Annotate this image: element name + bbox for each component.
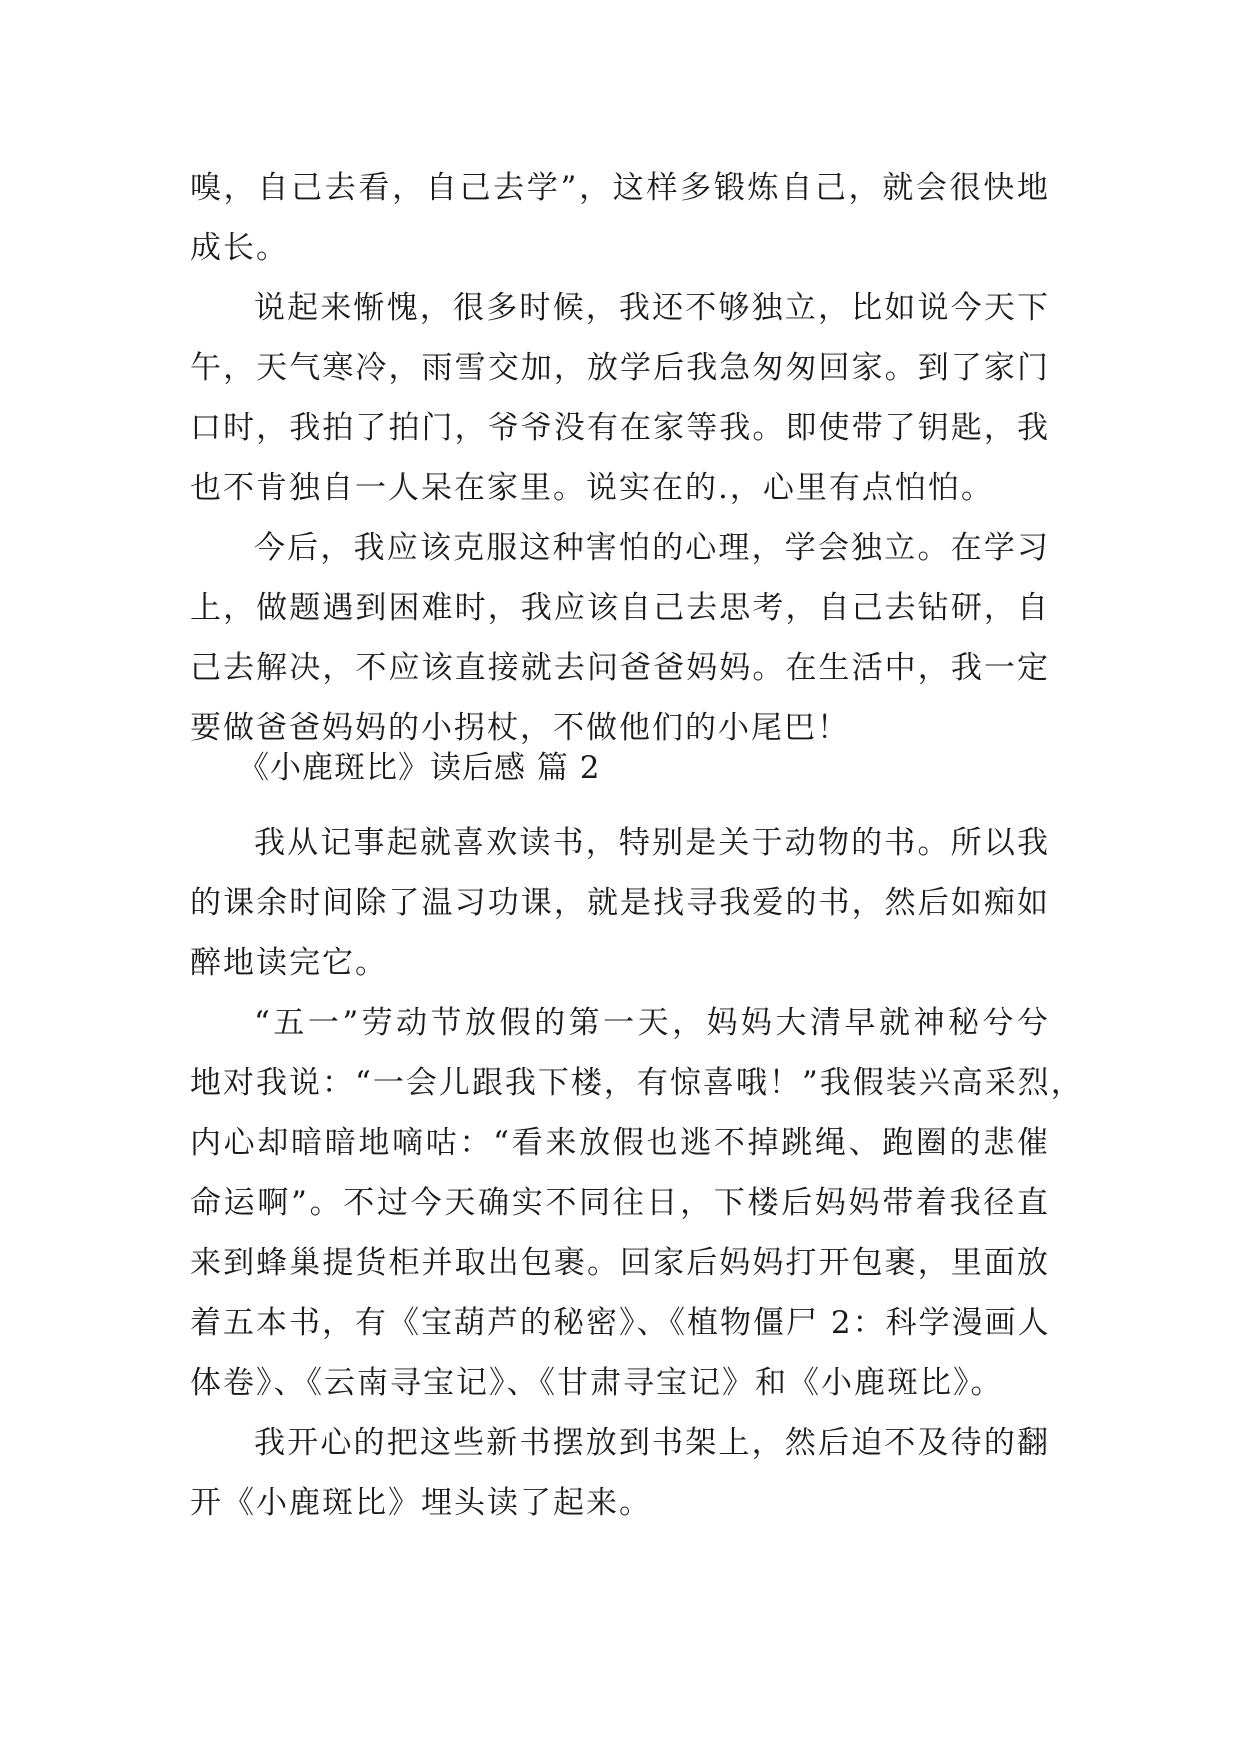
section-heading-wrapper [190,748,1050,788]
paragraph-line: 要做爸爸妈妈的小拐杖，不做他们的小尾巴！ [190,710,850,746]
paragraph-line: 着五本书，有《宝葫芦的秘密》、《植物僵尸 2：科学漫画人 [190,1305,1051,1341]
paragraph-line: 命运啊”。不过今天确实不同往日，下楼后妈妈带着我径直 [190,1185,1050,1221]
paragraph-line: 己去解决，不应该直接就去问爸爸妈妈。在生活中，我一定 [190,650,1050,686]
paragraph-line: 口时，我拍了拍门，爷爷没有在家等我。即使带了钥匙，我 [190,410,1050,446]
paragraph-line: 嗅，自己去看，自己去学”，这样多锻炼自己，就会很快地 [190,170,1050,206]
paragraph-line: 来到蜂巢提货柜并取出包裹。回家后妈妈打开包裹，里面放 [190,1245,1050,1281]
paragraph-line: 上，做题遇到困难时，我应该自己去思考，自己去钻研，自 [190,590,1050,626]
paragraph-line: 今后，我应该克服这种害怕的心理，学会独立。在学习 [254,530,1050,566]
paragraph-line: 我从记事起就喜欢读书，特别是关于动物的书。所以我 [254,825,1050,861]
paragraph-line: 地对我说：“一会儿跟我下楼，有惊喜哦！”我假装兴高采烈， [190,1065,1084,1101]
essay-section-2 [190,813,1084,1533]
paragraph-line: 体卷》、《云南寻宝记》、《甘肃寻宝记》和《小鹿斑比》。 [190,1365,1004,1401]
paragraph-line: 开《小鹿斑比》埋头读了起来。 [190,1485,652,1521]
paragraph-line: 的课余时间除了温习功课，就是找寻我爱的书，然后如痴如 [190,885,1050,921]
paragraph-line: 醉地读完它。 [190,945,388,981]
paragraph-line: 内心却暗暗地嘀咕：“看来放假也逃不掉跳绳、跑圈的悲催 [190,1125,1050,1161]
paragraph-line: 说起来惭愧，很多时候，我还不够独立，比如说今天下 [254,290,1050,326]
paragraph-line: 午，天气寒冷，雨雪交加，放学后我急匆匆回家。到了家门 [190,350,1050,386]
paragraph-line: “五一”劳动节放假的第一天，妈妈大清早就神秘兮兮 [254,1005,1050,1041]
paragraph-line: 我开心的把这些新书摆放到书架上，然后迫不及待的翻 [254,1425,1050,1461]
essay-section-1 [190,158,1050,758]
paragraph-line: 成长。 [190,230,289,266]
section-heading: 《小鹿斑比》读后感 篇 2 [238,750,601,786]
paragraph-line: 也不肯独自一人呆在家里。说实在的.，心里有点怕怕。 [190,470,994,506]
